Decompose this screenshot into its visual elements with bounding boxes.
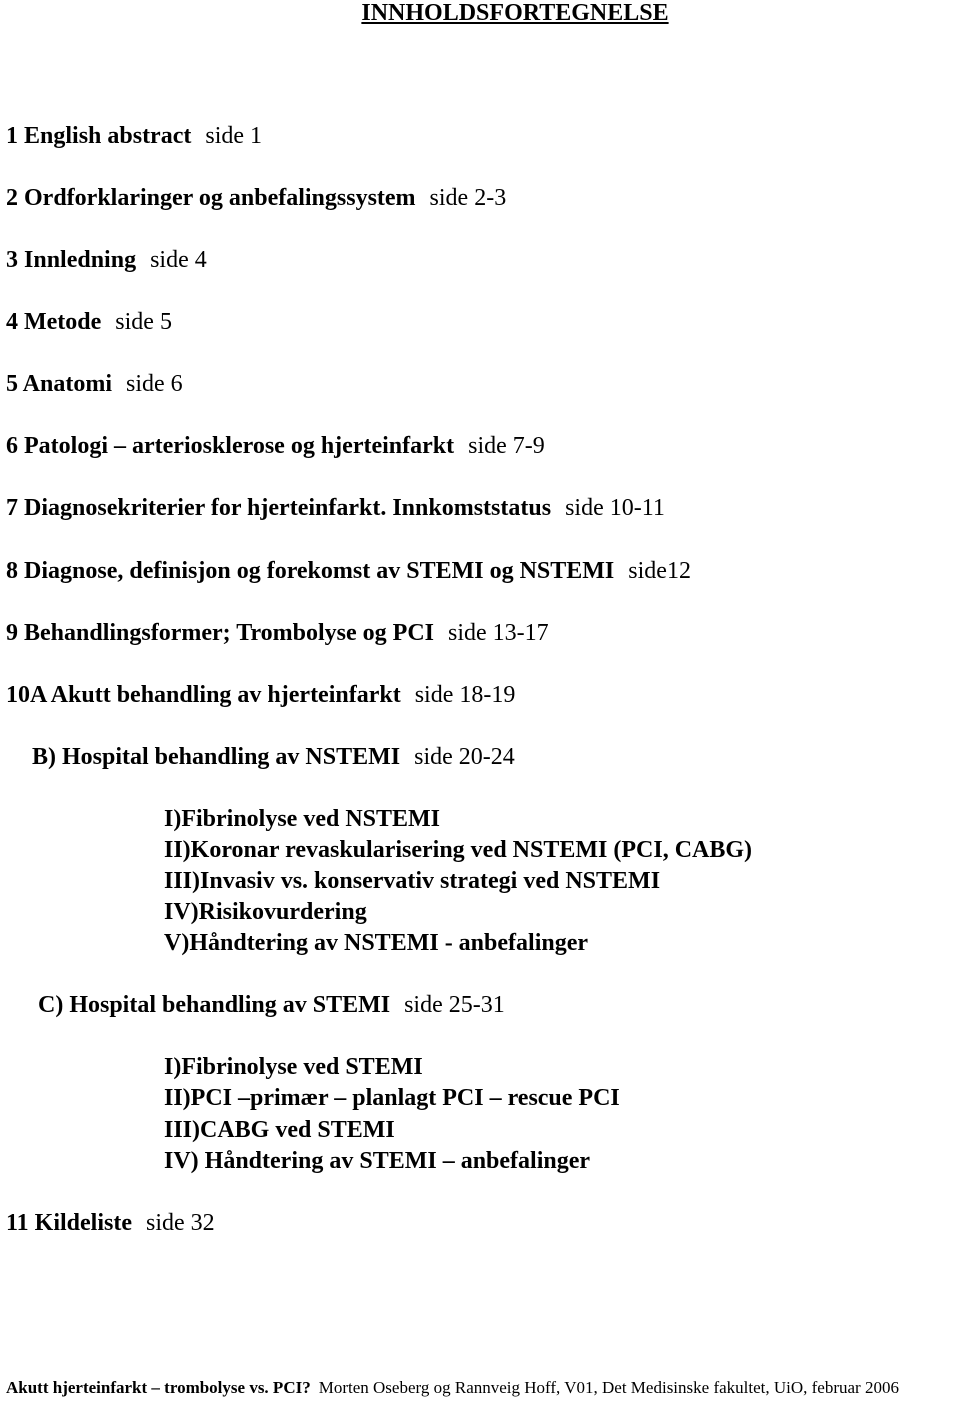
toc-entry-page: side 2-3: [429, 185, 507, 211]
toc-entry-english-abstract: [6, 122, 262, 150]
footer-title: Akutt hjerteinfarkt – trombolyse vs. PCI?: [6, 1378, 311, 1397]
footer-credit: Morten Oseberg og Rannveig Hoff, V01, Det Medisinske fakultet, UiO, februar 2006: [318, 1378, 899, 1397]
toc-entry-page: side 25-31: [404, 992, 505, 1018]
toc-entry-akutt-behandling: [6, 681, 515, 709]
toc-entry-page: side 18-19: [414, 682, 516, 708]
toc-entry-label: 1 English abstract: [6, 123, 192, 149]
toc-entry-page: side 4: [150, 247, 207, 273]
stemi-subitem: II)PCI –primær – planlagt PCI – rescue PCI: [164, 1085, 620, 1111]
nstemi-subitem: III)Invasiv vs. konservativ strategi ved NSTEMI: [164, 868, 661, 894]
toc-entry-page: side 1: [205, 123, 263, 149]
page-title: INNHOLDSFORTEGNELSE: [361, 0, 669, 26]
toc-entry-label: 4 Metode: [6, 309, 102, 335]
nstemi-subitem: V)Håndtering av NSTEMI - anbefalinger: [164, 930, 589, 956]
stemi-subitem: IV) Håndtering av STEMI – anbefalinger: [164, 1148, 591, 1174]
toc-entry-page: side 32: [146, 1210, 215, 1236]
toc-entry-label: B) Hospital behandling av NSTEMI: [32, 744, 401, 770]
toc-entry-page: side12: [628, 558, 691, 584]
toc-entry-label: 6 Patologi – arteriosklerose og hjerteinfarkt: [6, 433, 455, 459]
toc-entry-label: 2 Ordforklaringer og anbefalingssystem: [6, 185, 416, 211]
toc-entry-kildeliste: [6, 1209, 215, 1237]
nstemi-subitem: I)Fibrinolyse ved NSTEMI: [164, 806, 441, 832]
toc-entry-page: side 7-9: [468, 433, 545, 459]
toc-entry-anatomi: [6, 370, 183, 398]
toc-entry-metode: [6, 308, 172, 336]
toc-entry-innledning: [6, 246, 207, 274]
toc-entry-page: side 10-11: [565, 495, 665, 521]
toc-entry-ordforklaringer: [6, 184, 506, 212]
toc-entry-label: 5 Anatomi: [6, 371, 113, 397]
toc-entry-page: side 6: [126, 371, 183, 397]
toc-entry-behandlingsformer: [6, 619, 549, 647]
stemi-subitem: I)Fibrinolyse ved STEMI: [164, 1054, 423, 1080]
toc-entry-label: 8 Diagnose, definisjon og forekomst av STEMI og NSTEMI: [6, 558, 615, 584]
toc-entry-label: 11 Kildeliste: [6, 1210, 132, 1236]
toc-entry-label: 10A Akutt behandling av hjerteinfarkt: [6, 682, 401, 708]
toc-entry-label: 9 Behandlingsformer; Trombolyse og PCI: [6, 620, 435, 646]
toc-entry-patologi: [6, 432, 545, 460]
toc-entry-page: side 20-24: [414, 744, 515, 770]
page-footer: [6, 1378, 899, 1398]
toc-entry-hospital-stemi: [38, 991, 505, 1019]
nstemi-subitem: II)Koronar revaskularisering ved NSTEMI (PCI, CABG): [164, 837, 753, 863]
nstemi-subitem: IV)Risikovurdering: [164, 899, 367, 925]
toc-entry-diagnose: [6, 557, 691, 585]
toc-entry-label: C) Hospital behandling av STEMI: [38, 992, 391, 1018]
toc-entry-page: side 13-17: [448, 620, 549, 646]
toc-entry-label: 7 Diagnosekriterier for hjerteinfarkt. Innkomststatus: [6, 495, 552, 521]
toc-entry-label: 3 Innledning: [6, 247, 137, 273]
toc-entry-diagnosekriterier: [6, 494, 665, 522]
toc-entry-page: side 5: [115, 309, 172, 335]
toc-entry-hospital-nstemi: [32, 743, 515, 771]
stemi-subitem: III)CABG ved STEMI: [164, 1117, 395, 1143]
